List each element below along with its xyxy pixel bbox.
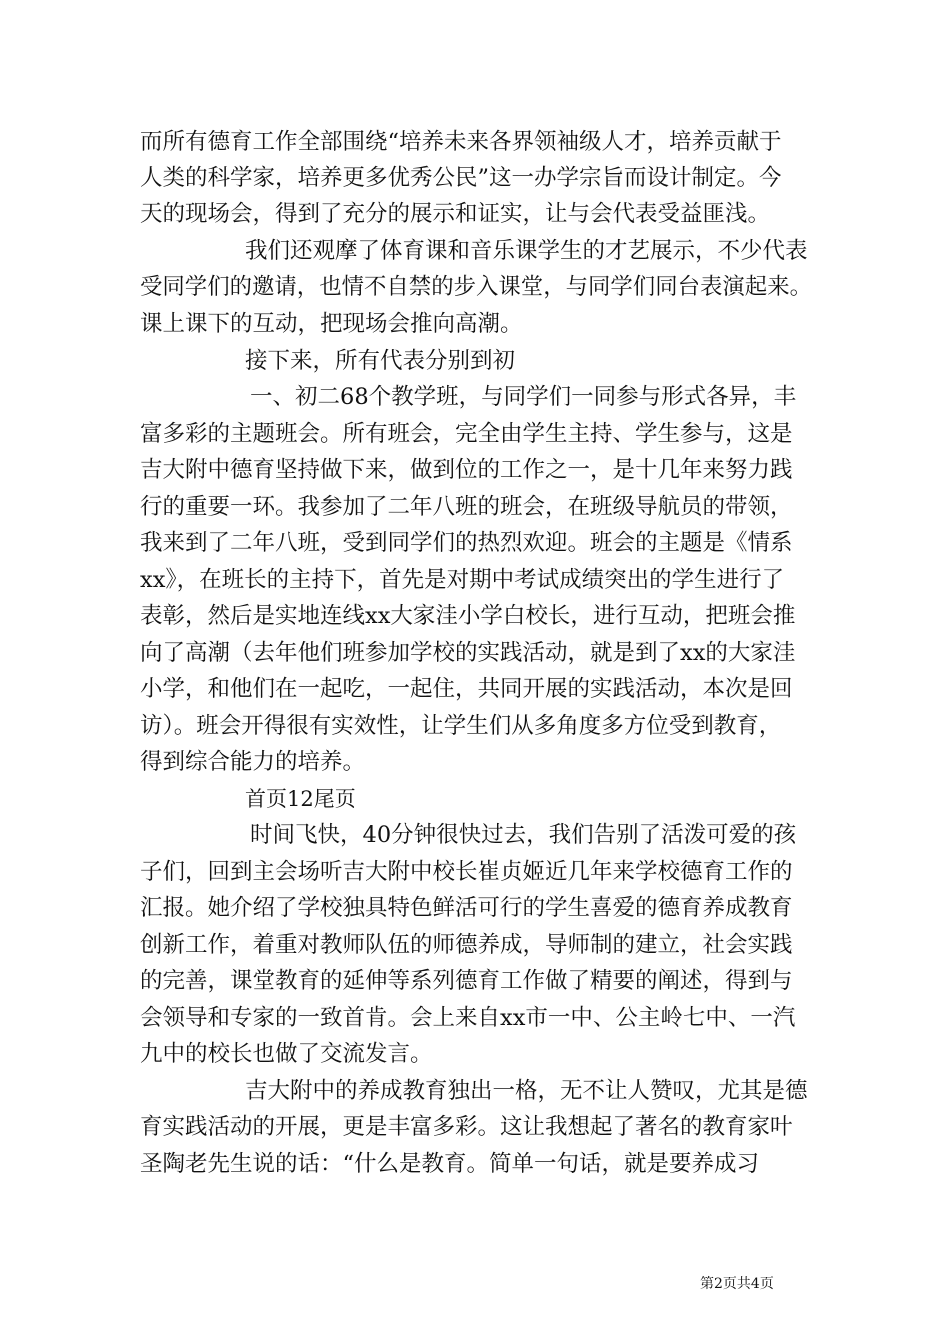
text-line: 得到综合能力的培养。 <box>140 749 366 775</box>
text-line: 吉大附中的养成教育独出一格，无不让人赞叹，尤其是德 <box>245 1078 808 1104</box>
text-line: 创新工作，着重对教师队伍的师德养成，导师制的建立，社会实践 <box>140 932 793 958</box>
text-line: xx》，在班长的主持下，首先是对期中考试成绩突出的学生进行了 <box>140 567 785 593</box>
text-line: 而所有德育工作全部围绕“培养未来各界领袖级人才，培养贡献于 <box>140 129 782 155</box>
text-line: 的完善，课堂教育的延伸等系列德育工作做了精要的阐述，得到与 <box>140 968 793 994</box>
text-line: 我们还观摩了体育课和音乐课学生的才艺展示，不少代表 <box>245 238 808 264</box>
text-line: 汇报。她介绍了学校独具特色鲜活可行的学生喜爱的德育养成教育 <box>140 895 793 921</box>
text-line: 吉大附中德育坚持做下来，做到位的工作之一，是十几年来努力践 <box>140 457 793 483</box>
text-line: 时间飞快，40分钟很快过去，我们告别了活泼可爱的孩 <box>250 822 797 848</box>
text-line: 一、初二68个教学班，与同学们一同参与形式各异，丰 <box>250 384 797 410</box>
text-line: 向了高潮（去年他们班参加学校的实践活动，就是到了xx的大家洼 <box>140 640 796 666</box>
text-line: 育实践活动的开展，更是丰富多彩。这让我想起了著名的教育家叶 <box>140 1114 793 1140</box>
text-line: 天的现场会，得到了充分的展示和证实，让与会代表受益匪浅。 <box>140 201 771 227</box>
text-line: 九中的校长也做了交流发言。 <box>140 1041 433 1067</box>
text-line: 我来到了二年八班，受到同学们的热烈欢迎。班会的主题是《情系 <box>140 530 793 556</box>
text-line: 表彰，然后是实地连线xx大家洼小学白校长，进行互动，把班会推 <box>140 603 796 629</box>
page-footer: 第2页共4页 <box>700 1276 774 1292</box>
text-line: 子们，回到主会场听吉大附中校长崔贞姬近几年来学校德育工作的 <box>140 859 793 885</box>
text-line: 受同学们的邀请，也情不自禁的步入课堂，与同学们同台表演起来。 <box>140 274 813 300</box>
text-line: 小学，和他们在一起吃，一起住，共同开展的实践活动，本次是回 <box>140 676 793 702</box>
text-line: 访）。班会开得很有实效性，让学生们从多角度多方位受到教育， <box>140 713 782 739</box>
text-line: 会领导和专家的一致首肯。会上来自xx市一中、公主岭七中、一汽 <box>140 1005 796 1031</box>
text-line: 接下来，所有代表分别到初 <box>245 348 516 374</box>
page-nav-text: 首页12尾页 <box>245 787 356 811</box>
text-line: 人类的科学家，培养更多优秀公民”这一办学宗旨而设计制定。今 <box>140 165 782 191</box>
text-line: 圣陶老先生说的话：“什么是教育。简单一句话，就是要养成习 <box>140 1151 760 1177</box>
text-line: 课上课下的互动，把现场会推向高潮。 <box>140 311 523 337</box>
text-line: 行的重要一环。我参加了二年八班的班会，在班级导航员的带领， <box>140 494 793 520</box>
text-line: 富多彩的主题班会。所有班会，完全由学生主持、学生参与，这是 <box>140 421 793 447</box>
